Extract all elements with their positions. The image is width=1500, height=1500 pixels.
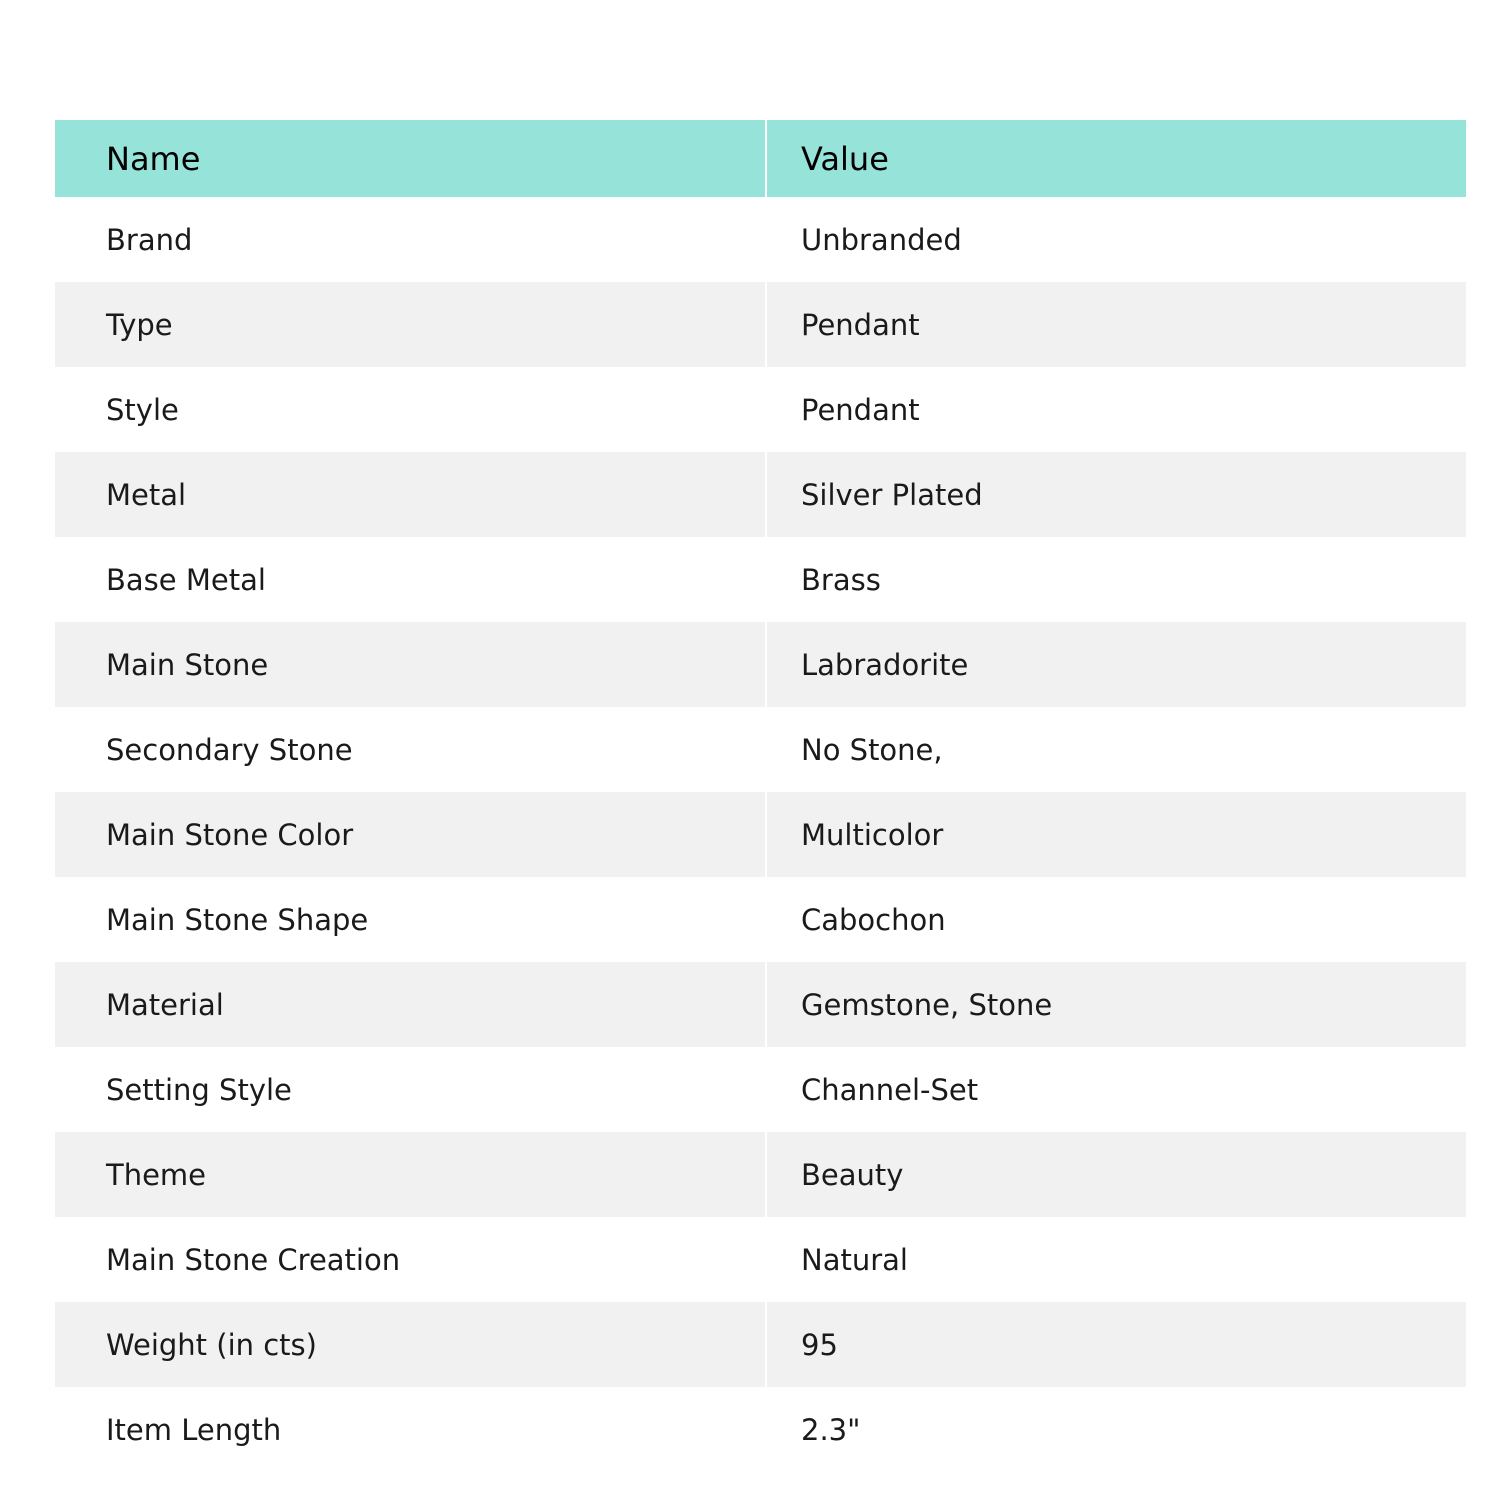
row-name-cell: Main Stone Creation: [55, 1217, 766, 1302]
item-specifics-table: [55, 120, 1466, 1472]
table-row: [55, 1132, 1466, 1217]
table-row: [55, 367, 1466, 452]
row-name-cell: Item Length: [55, 1387, 766, 1472]
table-row: [55, 537, 1466, 622]
column-header-name: Name: [55, 120, 766, 197]
table-row: [55, 197, 1466, 282]
row-value-cell: No Stone,: [766, 707, 1466, 792]
row-name-cell: Brand: [55, 197, 766, 282]
row-value-cell: Pendant: [766, 367, 1466, 452]
row-value-cell: 2.3": [766, 1387, 1466, 1472]
table-row: [55, 622, 1466, 707]
row-name-cell: Main Stone Shape: [55, 877, 766, 962]
table-row: [55, 452, 1466, 537]
table-body: [55, 197, 1466, 1472]
table-header-row: [55, 120, 1466, 197]
row-name-cell: Metal: [55, 452, 766, 537]
table-row: [55, 1302, 1466, 1387]
row-value-cell: Cabochon: [766, 877, 1466, 962]
table-row: [55, 282, 1466, 367]
row-value-cell: Unbranded: [766, 197, 1466, 282]
table-row: [55, 962, 1466, 1047]
row-value-cell: Multicolor: [766, 792, 1466, 877]
row-name-cell: Base Metal: [55, 537, 766, 622]
table-row: [55, 792, 1466, 877]
row-name-cell: Style: [55, 367, 766, 452]
column-header-value: Value: [766, 120, 1466, 197]
table-row: [55, 1387, 1466, 1472]
table-row: [55, 877, 1466, 962]
row-name-cell: Material: [55, 962, 766, 1047]
row-value-cell: Labradorite: [766, 622, 1466, 707]
row-value-cell: Brass: [766, 537, 1466, 622]
row-name-cell: Main Stone: [55, 622, 766, 707]
table-row: [55, 1047, 1466, 1132]
row-value-cell: Gemstone, Stone: [766, 962, 1466, 1047]
row-name-cell: Main Stone Color: [55, 792, 766, 877]
row-value-cell: Pendant: [766, 282, 1466, 367]
row-value-cell: 95: [766, 1302, 1466, 1387]
row-name-cell: Setting Style: [55, 1047, 766, 1132]
row-value-cell: Natural: [766, 1217, 1466, 1302]
row-name-cell: Type: [55, 282, 766, 367]
row-value-cell: Silver Plated: [766, 452, 1466, 537]
row-value-cell: Channel-Set: [766, 1047, 1466, 1132]
row-name-cell: Theme: [55, 1132, 766, 1217]
row-name-cell: Weight (in cts): [55, 1302, 766, 1387]
row-name-cell: Secondary Stone: [55, 707, 766, 792]
table-row: [55, 1217, 1466, 1302]
table-row: [55, 707, 1466, 792]
row-value-cell: Beauty: [766, 1132, 1466, 1217]
